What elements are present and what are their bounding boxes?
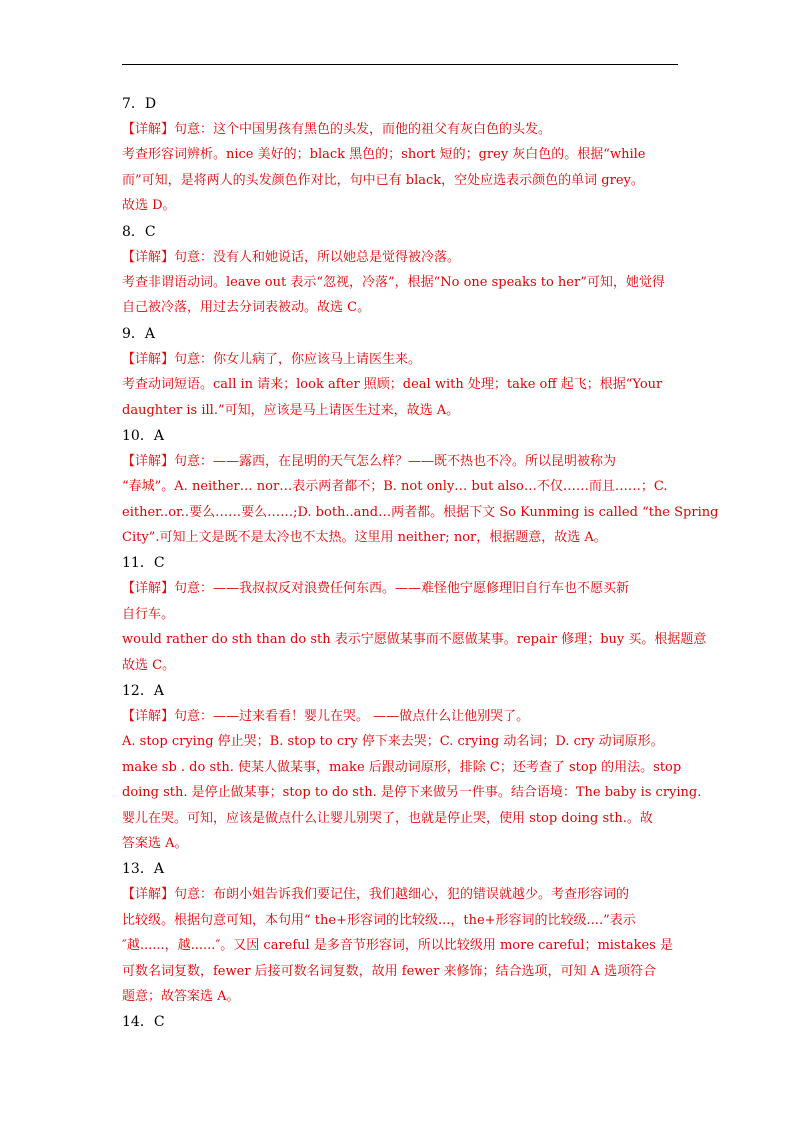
explanation-line: 故选 D。 xyxy=(122,198,176,214)
header-rule xyxy=(122,64,678,65)
answer-number: 10．A xyxy=(122,427,164,444)
explanation-line: 婴儿在哭。可知，应该是做点什么让婴儿别哭了，也就是停止哭，使用 stop doing sth.。故 xyxy=(122,810,653,826)
explanation-line: 故选 C。 xyxy=(122,657,176,673)
explanation-line: 【详解】句意：——过来看看！婴儿在哭。 ——做点什么让他别哭了。 xyxy=(122,709,530,725)
explanation-line: 而”可知，是将两人的头发颜色作对比，句中已有 black，空处应选表示颜色的单词 grey。 xyxy=(122,172,644,188)
answer-item-14 xyxy=(122,1009,682,1035)
answer-item-9 xyxy=(122,321,682,423)
answer-number: 14．C xyxy=(122,1014,165,1031)
explanation-line: 【详解】句意：这个中国男孩有黑色的头发，而他的祖父有灰白色的头发。 xyxy=(122,122,552,137)
explanation-line: either..or..要么……要么……;D. both..and…两者都。根据下文 So Kunming is called “the Spring xyxy=(122,504,719,520)
answer-number: 12．A xyxy=(122,683,164,700)
explanation-line: 可数名词复数，fewer 后接可数名词复数，故用 fewer 来修饰；结合选项，可知 A 选项符合 xyxy=(122,963,657,979)
explanation-line: “春城”。A. neither… nor…表示两者都不；B. not only… but also…不仅……而且……；C. xyxy=(122,479,668,495)
explanation-line: 比较级。根据句意可知，本句用“ the+形容词的比较级...，the+形容词的比较级....”表示 xyxy=(122,912,636,928)
answer-number: 13．A xyxy=(122,861,164,878)
explanation-line: 【详解】句意：你女儿病了，你应该马上请医生来。 xyxy=(122,351,422,367)
explanation-line: 【详解】句意：没有人和她说话，所以她总是觉得被冷落。 xyxy=(122,249,461,265)
answer-item-12 xyxy=(122,678,702,856)
answer-number: 8．C xyxy=(122,223,156,240)
explanation-line: 自行车。 xyxy=(122,606,175,622)
explanation-line: 考查动词短语。call in 请来；look after 照顾；deal with 处理；take off 起飞；根据“Your xyxy=(122,377,663,393)
explanation-line: A. stop crying 停止哭；B. stop to cry 停下来去哭；C. crying 动名词；D. cry 动词原形。 xyxy=(122,734,664,750)
explanation-line: 【详解】句意：——露西，在昆明的天气怎么样？——既不热也不冷。所以昆明被称为 xyxy=(122,453,617,469)
explanation-line: ″越......，越......″。又因 careful 是多音节形容词，所以比较级用 more careful；mistakes 是 xyxy=(122,938,673,954)
explanation-line: 答案选 A。 xyxy=(122,835,188,851)
explanation-line: 【详解】句意：布朗小姐告诉我们要记住，我们越细心，犯的错误就越少。考查形容词的 xyxy=(122,887,630,903)
explanation-line: make sb . do sth. 使某人做某事，make 后跟动词原形，排除 C；还考查了 stop 的用法。stop xyxy=(122,759,682,775)
answer-number: 9．A xyxy=(122,325,156,342)
answer-number: 11．C xyxy=(122,555,165,572)
explanation-line: 题意；故答案选 A。 xyxy=(122,988,240,1004)
answer-content xyxy=(122,91,719,1035)
explanation-line: 考查非谓语动词。leave out 表示“忽视，冷落”，根据“No one speaks to her”可知，她觉得 xyxy=(122,274,665,290)
answer-item-13 xyxy=(122,856,682,1009)
explanation-line: 自己被冷落，用过去分词表被动。故选 C。 xyxy=(122,300,371,316)
answer-item-11 xyxy=(122,550,707,678)
explanation-line: 考查形容词辨析。nice 美好的；black 黑色的；short 短的；grey 灰白色的。根据“while xyxy=(122,147,646,163)
explanation-line: daughter is ill.”可知，应该是马上请医生过来，故选 A。 xyxy=(122,402,460,418)
answer-number: 7．D xyxy=(122,96,157,112)
explanation-line: doing sth. 是停止做某事；stop to do sth. 是停下来做另一件事。结合语境：The baby is crying. xyxy=(122,785,702,801)
answer-item-8 xyxy=(122,219,682,321)
explanation-line: would rather do sth than do sth 表示宁愿做某事而不愿做某事。repair 修理；buy 买。根据题意 xyxy=(122,632,707,648)
answer-item-10 xyxy=(122,423,719,551)
explanation-line: City”.可知上文是既不是太冷也不太热。这里用 neither; nor，根据题意，故选 A。 xyxy=(122,530,607,546)
answer-item-7 xyxy=(122,91,682,219)
explanation-line: 【详解】句意：——我叔叔反对浪费任何东西。——难怪他宁愿修理旧自行车也不愿买新 xyxy=(122,581,630,597)
